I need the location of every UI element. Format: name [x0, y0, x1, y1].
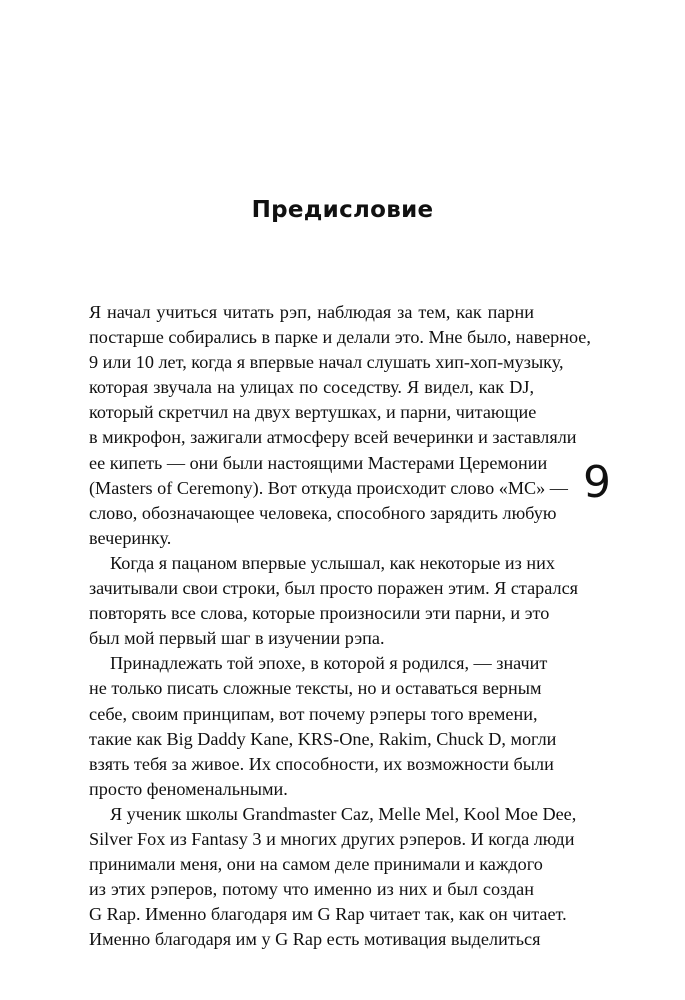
text-line: ее кипеть — они были настоящими Мастерами Церемонии	[89, 452, 548, 473]
text-line: принимали меня, они на самом деле принимали и каждого	[89, 854, 543, 875]
text-line: постарше собирались в парке и делали это. Мне было, наверное,	[89, 327, 591, 348]
text-line: себе, своим принципам, вот почему рэперы того времени,	[89, 703, 538, 724]
text-line: был мой первый шаг в изучении рэпа.	[89, 628, 385, 649]
text-line: не только писать сложные тексты, но и оставаться верным	[89, 678, 542, 699]
text-line: в микрофон, зажигали атмосферу всей вечеринки и заставляли	[89, 427, 577, 448]
text-line: зачитывали свои строки, был просто поражен этим. Я старался	[89, 578, 579, 599]
text-line: слово, обозначающее человека, способного зарядить любую	[89, 502, 557, 523]
text-line: Silver Fox из Fantasy 3 и многих других рэперов. И когда люди	[89, 828, 575, 849]
text-line: Принадлежать той эпохе, в которой я родился, — значит	[110, 653, 548, 674]
text-line: вечеринку.	[89, 527, 172, 548]
text-line: Я ученик школы Grandmaster Caz, Melle Mel, Kool Moe Dee,	[110, 803, 577, 824]
text-line: Именно благодаря им у G Rap есть мотивация выделиться	[89, 929, 541, 950]
text-line: (Masters of Ceremony). Вот откуда происходит слово «MC» —	[89, 477, 568, 498]
page-number: 9	[583, 457, 611, 508]
text-line: 9 или 10 лет, когда я впервые начал слушать хип-хоп-музыку,	[89, 352, 564, 373]
chapter-title: Предисловие	[251, 197, 434, 223]
text-line: повторять все слова, которые произносили эти парни, и это	[89, 603, 550, 624]
text-line: из этих рэперов, потому что именно из них и был создан	[89, 879, 534, 900]
body-text	[89, 300, 591, 952]
text-line: которая звучала на улицах по соседству. Я видел, как DJ,	[89, 377, 534, 398]
text-line: который скретчил на двух вертушках, и парни, читающие	[89, 402, 537, 423]
text-line: просто феноменальными.	[89, 778, 288, 799]
text-line: Я начал учиться читать рэп, наблюдая за тем, как парни	[89, 302, 534, 322]
text-line: такие как Big Daddy Kane, KRS-One, Rakim, Chuck D, могли	[89, 728, 557, 749]
text-line: G Rap. Именно благодаря им G Rap читает так, как он читает.	[89, 904, 567, 925]
text-line: Когда я пацаном впервые услышал, как некоторые из них	[110, 552, 555, 573]
text-line: взять тебя за живое. Их способности, их возможности были	[89, 753, 554, 774]
